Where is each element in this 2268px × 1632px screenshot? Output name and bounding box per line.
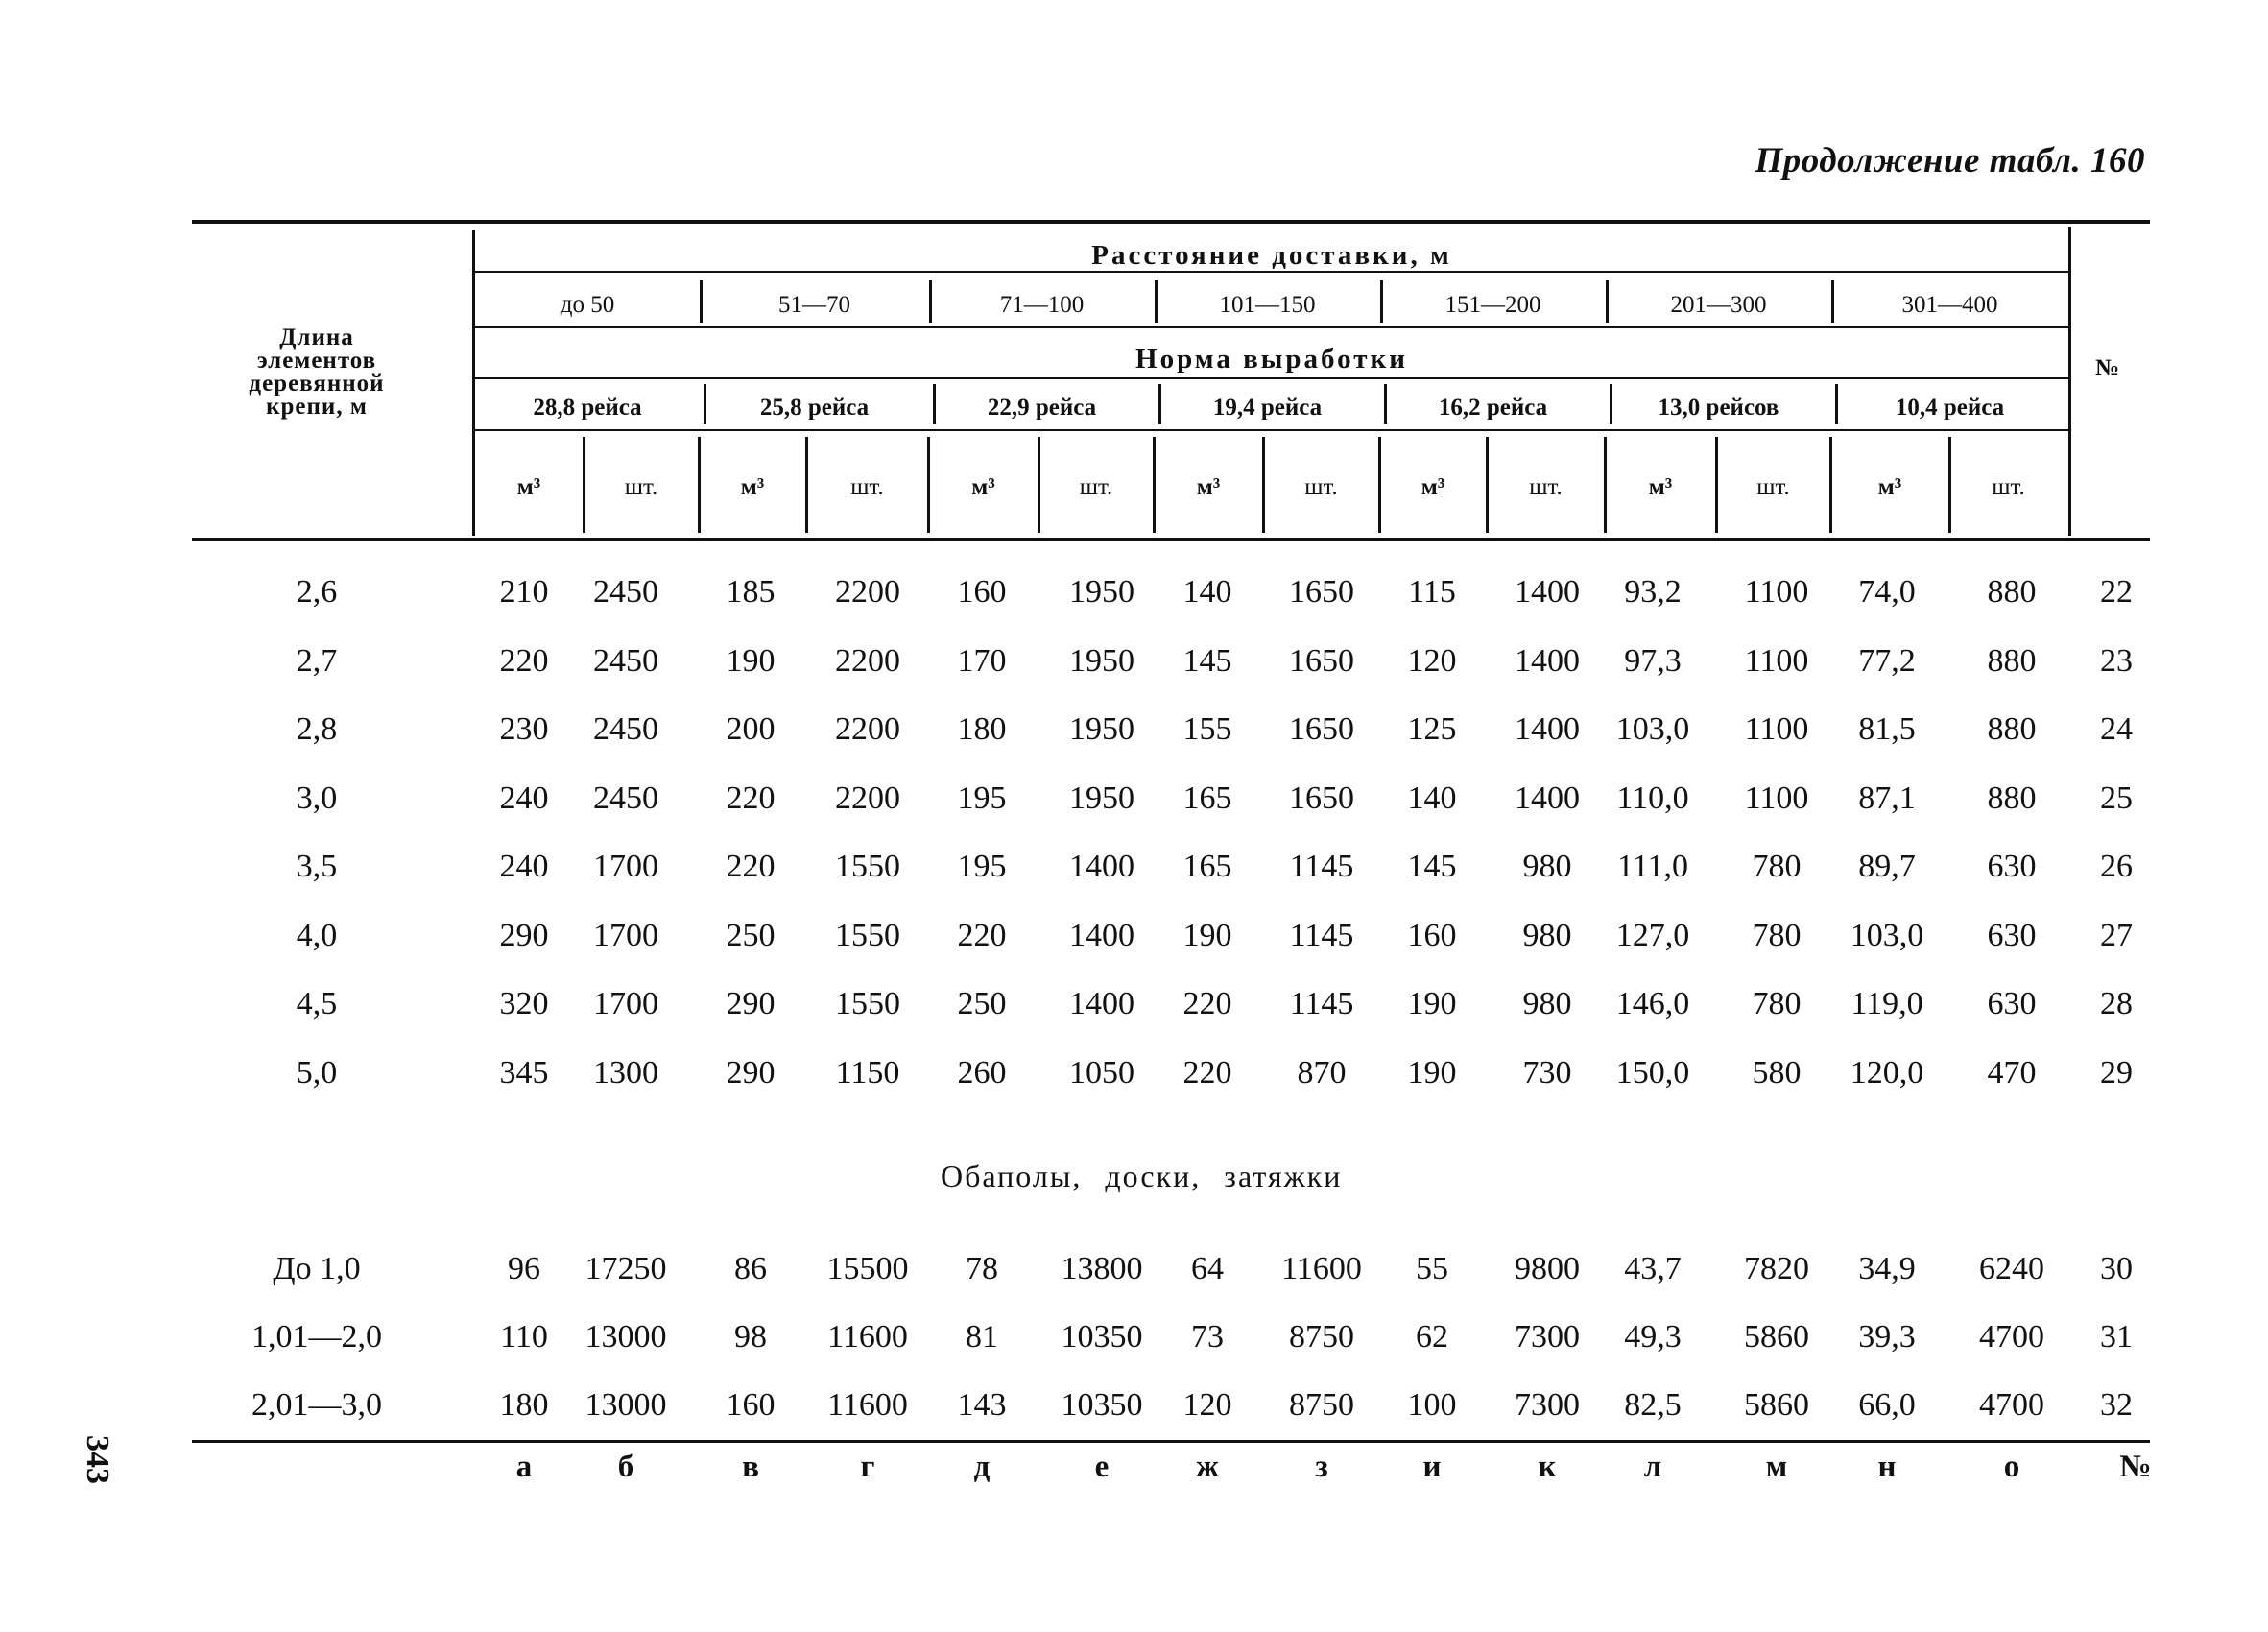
planks-value-cell: 7820 (1744, 1251, 1809, 1286)
main-value-cell: 2450 (593, 711, 658, 747)
main-value-cell: 1950 (1069, 780, 1134, 816)
distance-range: 101—150 (1219, 292, 1316, 318)
main-value-cell: 1400 (1515, 711, 1580, 747)
main-value-cell: 1150 (835, 1054, 900, 1091)
column-letter: л (1643, 1450, 1662, 1484)
main-value-cell: 240 (499, 849, 549, 884)
main-value-cell: 580 (1752, 1054, 1802, 1091)
main-value-cell: 230 (499, 711, 549, 747)
main-value-cell: 290 (499, 917, 549, 953)
planks-value-cell: 180 (499, 1387, 549, 1423)
trips-divider (704, 384, 706, 424)
main-value-cell: 195 (957, 849, 1007, 884)
top-rule (192, 220, 2150, 224)
main-row-label: 2,6 (296, 574, 338, 610)
main-row-label: 5,0 (296, 1054, 338, 1091)
main-value-cell: 780 (1752, 986, 1802, 1021)
main-row-number: 23 (2100, 642, 2133, 679)
planks-value-cell: 34,9 (1858, 1251, 1916, 1286)
planks-value-cell: 11600 (1281, 1251, 1362, 1286)
planks-value-cell: 86 (734, 1251, 767, 1286)
main-value-cell: 250 (957, 986, 1007, 1021)
main-row-number: 27 (2100, 917, 2133, 953)
group-divider (1604, 437, 1607, 533)
main-value-cell: 160 (1407, 917, 1457, 953)
main-value-cell: 870 (1297, 1054, 1347, 1091)
trips-bottom-rule (475, 429, 2068, 431)
main-value-cell: 630 (1987, 849, 2037, 884)
main-value-cell: 146,0 (1615, 986, 1690, 1021)
main-value-cell: 97,3 (1624, 642, 1682, 679)
unit-m3: м³ (516, 474, 541, 500)
column-letter: н (1877, 1450, 1897, 1484)
page-number: 343 (80, 1435, 115, 1484)
planks-value-cell: 13000 (585, 1387, 667, 1423)
distance-range: 51—70 (778, 292, 850, 318)
main-value-cell: 290 (726, 1054, 776, 1091)
unit-divider (1948, 437, 1951, 533)
main-value-cell: 220 (726, 849, 776, 884)
main-value-cell: 190 (1182, 917, 1232, 953)
main-value-cell: 200 (726, 711, 776, 747)
distance-title: Расстояние доставки, м (1091, 240, 1452, 271)
unit-m3: м³ (740, 474, 765, 500)
trips-label: 25,8 рейса (759, 395, 870, 420)
planks-value-cell: 4700 (1979, 1319, 2044, 1355)
planks-value-cell: 55 (1416, 1251, 1448, 1286)
main-value-cell: 1400 (1069, 986, 1134, 1021)
main-value-cell: 127,0 (1615, 917, 1690, 953)
main-value-cell: 780 (1752, 849, 1802, 884)
main-value-cell: 980 (1522, 849, 1572, 884)
planks-value-cell: 39,3 (1858, 1319, 1916, 1355)
planks-value-cell: 96 (508, 1251, 540, 1286)
distance-divider (700, 280, 703, 323)
planks-value-cell: 15500 (826, 1251, 909, 1286)
main-value-cell: 1100 (1744, 780, 1809, 816)
main-value-cell: 2450 (593, 642, 658, 679)
unit-m3: м³ (1877, 474, 1902, 500)
distance-divider (929, 280, 932, 323)
main-row-number: 26 (2100, 849, 2133, 884)
main-value-cell: 2450 (593, 574, 658, 610)
planks-value-cell: 49,3 (1624, 1319, 1682, 1355)
main-value-cell: 2200 (835, 574, 900, 610)
main-value-cell: 290 (726, 986, 776, 1021)
planks-row-number: 32 (2100, 1387, 2133, 1423)
column-letter: м (1765, 1450, 1788, 1484)
group-divider (927, 437, 930, 533)
main-value-cell: 220 (726, 780, 776, 816)
trips-label: 13,0 рейсов (1658, 395, 1779, 420)
main-value-cell: 240 (499, 780, 549, 816)
norm-bottom-rule (475, 377, 2068, 379)
main-value-cell: 1650 (1289, 642, 1354, 679)
planks-row-label: До 1,0 (273, 1251, 361, 1286)
main-value-cell: 1400 (1515, 642, 1580, 679)
main-value-cell: 1145 (1289, 917, 1354, 953)
main-value-cell: 1700 (593, 917, 658, 953)
unit-pcs: шт. (1304, 474, 1338, 500)
unit-pcs: шт. (1529, 474, 1563, 500)
planks-value-cell: 10350 (1061, 1387, 1143, 1423)
main-row-label: 2,7 (296, 642, 338, 679)
main-value-cell: 260 (957, 1054, 1007, 1091)
main-value-cell: 320 (499, 986, 549, 1021)
main-value-cell: 165 (1182, 780, 1232, 816)
main-value-cell: 125 (1407, 711, 1457, 747)
trips-divider (1610, 384, 1612, 424)
main-value-cell: 1700 (593, 986, 658, 1021)
planks-value-cell: 110 (500, 1319, 548, 1355)
unit-m3: м³ (1196, 474, 1221, 500)
main-value-cell: 1145 (1289, 849, 1354, 884)
unit-divider (1038, 437, 1040, 533)
main-value-cell: 220 (1182, 1054, 1232, 1091)
distance-range: 71—100 (999, 292, 1085, 318)
unit-pcs: шт. (1756, 474, 1790, 500)
distance-range: до 50 (560, 292, 615, 318)
column-letter: д (973, 1450, 991, 1484)
main-value-cell: 89,7 (1858, 849, 1916, 884)
main-value-cell: 1400 (1515, 780, 1580, 816)
planks-value-cell: 66,0 (1858, 1387, 1916, 1423)
main-value-cell: 1050 (1069, 1054, 1134, 1091)
distance-divider (1155, 280, 1158, 323)
main-value-cell: 880 (1987, 780, 2037, 816)
trips-divider (933, 384, 936, 424)
main-value-cell: 730 (1522, 1054, 1572, 1091)
main-value-cell: 1650 (1289, 780, 1354, 816)
planks-value-cell: 13000 (585, 1319, 667, 1355)
main-value-cell: 120,0 (1850, 1054, 1924, 1091)
planks-value-cell: 10350 (1061, 1319, 1143, 1355)
distance-range: 151—200 (1444, 292, 1541, 318)
main-value-cell: 1145 (1289, 986, 1354, 1021)
main-value-cell: 145 (1182, 642, 1232, 679)
main-value-cell: 170 (957, 642, 1007, 679)
main-value-cell: 1550 (835, 917, 900, 953)
unit-m3: м³ (1420, 474, 1445, 500)
planks-value-cell: 5860 (1744, 1387, 1809, 1423)
main-value-cell: 1700 (593, 849, 658, 884)
header-bottom-rule (192, 538, 2150, 541)
column-label-length (221, 326, 413, 419)
trips-label: 28,8 рейса (533, 395, 642, 420)
main-value-cell: 1950 (1069, 574, 1134, 610)
main-value-cell: 1400 (1069, 849, 1134, 884)
planks-value-cell: 64 (1191, 1251, 1224, 1286)
main-value-cell: 980 (1522, 917, 1572, 953)
main-value-cell: 87,1 (1858, 780, 1916, 816)
main-value-cell: 115 (1408, 574, 1456, 610)
main-value-cell: 880 (1987, 574, 2037, 610)
main-value-cell: 880 (1987, 711, 2037, 747)
planks-value-cell: 100 (1407, 1387, 1457, 1423)
main-value-cell: 250 (726, 917, 776, 953)
table-bottom-rule (192, 1440, 2150, 1443)
column-letter: а (515, 1450, 533, 1484)
planks-value-cell: 143 (957, 1387, 1007, 1423)
planks-value-cell: 5860 (1744, 1319, 1809, 1355)
main-value-cell: 160 (957, 574, 1007, 610)
planks-value-cell: 11600 (827, 1319, 908, 1355)
main-value-cell: 120 (1407, 642, 1457, 679)
main-value-cell: 2200 (835, 642, 900, 679)
main-value-cell: 2450 (593, 780, 658, 816)
main-row-label: 2,8 (296, 711, 338, 747)
col0-line-4: крепи, м (266, 394, 368, 420)
main-row-label: 3,0 (296, 780, 338, 816)
main-value-cell: 74,0 (1858, 574, 1916, 610)
unit-divider (1262, 437, 1265, 533)
planks-value-cell: 81 (966, 1319, 998, 1355)
table-caption: Продолжение табл. 160 (1755, 141, 2145, 180)
distance-divider (1380, 280, 1383, 323)
main-value-cell: 77,2 (1858, 642, 1916, 679)
main-value-cell: 345 (499, 1054, 549, 1091)
main-value-cell: 2200 (835, 780, 900, 816)
main-value-cell: 880 (1987, 642, 2037, 679)
planks-value-cell: 7300 (1515, 1387, 1580, 1423)
trips-label: 22,9 рейса (987, 395, 1097, 420)
main-value-cell: 1100 (1744, 642, 1809, 679)
main-value-cell: 140 (1182, 574, 1232, 610)
planks-value-cell: 6240 (1979, 1251, 2044, 1286)
col0-line-2: элементов (256, 348, 377, 373)
column-letter: б (617, 1450, 634, 1484)
main-value-cell: 1100 (1744, 574, 1809, 610)
planks-row-number: 30 (2100, 1251, 2133, 1286)
planks-value-cell: 9800 (1515, 1251, 1580, 1286)
main-value-cell: 190 (726, 642, 776, 679)
unit-m3: м³ (1648, 474, 1673, 500)
planks-value-cell: 160 (726, 1387, 776, 1423)
main-value-cell: 119,0 (1850, 986, 1923, 1021)
planks-value-cell: 98 (734, 1319, 767, 1355)
main-value-cell: 1950 (1069, 642, 1134, 679)
planks-row-label: 2,01—3,0 (251, 1387, 382, 1423)
trips-label: 10,4 рейса (1895, 395, 2005, 420)
unit-divider (805, 437, 808, 533)
main-value-cell: 93,2 (1624, 574, 1682, 610)
main-value-cell: 195 (957, 780, 1007, 816)
unit-pcs: шт. (1992, 474, 2025, 500)
main-value-cell: 155 (1182, 711, 1232, 747)
group-divider (1153, 437, 1156, 533)
unit-pcs: шт. (850, 474, 884, 500)
column-letter-num: № (2119, 1450, 2152, 1484)
planks-value-cell: 78 (966, 1251, 998, 1286)
main-value-cell: 1550 (835, 986, 900, 1021)
main-row-number: 28 (2100, 986, 2133, 1021)
main-value-cell: 470 (1987, 1054, 2037, 1091)
main-value-cell: 1300 (593, 1054, 658, 1091)
main-value-cell: 165 (1182, 849, 1232, 884)
main-value-cell: 1650 (1289, 574, 1354, 610)
main-value-cell: 145 (1407, 849, 1457, 884)
planks-value-cell: 8750 (1289, 1319, 1354, 1355)
planks-value-cell: 8750 (1289, 1387, 1354, 1423)
planks-value-cell: 62 (1416, 1319, 1448, 1355)
main-row-number: 24 (2100, 711, 2133, 747)
main-row-label: 4,0 (296, 917, 338, 953)
main-value-cell: 1550 (835, 849, 900, 884)
num-column-header: № (2095, 355, 2120, 381)
main-value-cell: 220 (1182, 986, 1232, 1021)
planks-value-cell: 82,5 (1624, 1387, 1682, 1423)
trips-divider (1158, 384, 1161, 424)
group-divider (1378, 437, 1381, 533)
main-row-label: 3,5 (296, 849, 338, 884)
column-letter: в (742, 1450, 759, 1484)
main-value-cell: 1950 (1069, 711, 1134, 747)
group-divider (1829, 437, 1832, 533)
main-value-cell: 220 (499, 642, 549, 679)
main-value-cell: 1100 (1744, 711, 1809, 747)
main-value-cell: 630 (1987, 986, 2037, 1021)
main-value-cell: 220 (957, 917, 1007, 953)
main-value-cell: 103,0 (1850, 917, 1924, 953)
main-value-cell: 190 (1407, 1054, 1457, 1091)
planks-value-cell: 120 (1182, 1387, 1232, 1423)
main-value-cell: 210 (499, 574, 549, 610)
section-title: Обаполы, доски, затяжки (941, 1159, 1343, 1193)
unit-divider (583, 437, 585, 533)
distance-range: 201—300 (1670, 292, 1767, 318)
planks-value-cell: 17250 (585, 1251, 667, 1286)
main-value-cell: 980 (1522, 986, 1572, 1021)
main-row-number: 22 (2100, 574, 2133, 610)
unit-divider (1715, 437, 1718, 533)
distance-bottom-rule (475, 326, 2068, 328)
main-value-cell: 111,0 (1617, 849, 1688, 884)
main-value-cell: 1400 (1069, 917, 1134, 953)
group-divider (698, 437, 701, 533)
planks-row-label: 1,01—2,0 (251, 1319, 382, 1355)
main-value-cell: 110,0 (1616, 780, 1689, 816)
planks-value-cell: 11600 (827, 1387, 908, 1423)
norm-title: Норма выработки (1135, 344, 1408, 374)
main-row-number: 25 (2100, 780, 2133, 816)
planks-value-cell: 73 (1191, 1319, 1224, 1355)
distance-divider (1831, 280, 1834, 323)
column-letter: к (1538, 1450, 1557, 1484)
planks-value-cell: 4700 (1979, 1387, 2044, 1423)
trips-label: 16,2 рейса (1438, 395, 1548, 420)
planks-row-number: 31 (2100, 1319, 2133, 1355)
planks-value-cell: 43,7 (1624, 1251, 1682, 1286)
distance-divider (1606, 280, 1609, 323)
main-row-label: 4,5 (296, 986, 338, 1021)
main-value-cell: 1400 (1515, 574, 1580, 610)
distance-range: 301—400 (1901, 292, 1998, 318)
planks-value-cell: 13800 (1061, 1251, 1143, 1286)
trips-label: 19,4 рейса (1212, 395, 1323, 420)
column-letter: и (1422, 1450, 1442, 1484)
column-letter: г (860, 1450, 875, 1484)
main-value-cell: 150,0 (1615, 1054, 1690, 1091)
trips-divider (1384, 384, 1387, 424)
unit-divider (1486, 437, 1489, 533)
column-letter: з (1315, 1450, 1328, 1484)
unit-m3: м³ (971, 474, 995, 500)
col0-line-1: Длина (279, 324, 354, 350)
unit-pcs: шт. (624, 474, 658, 500)
col0-line-3: деревянной (249, 371, 385, 396)
planks-value-cell: 7300 (1515, 1319, 1580, 1355)
column-letter: ж (1196, 1450, 1219, 1484)
main-value-cell: 190 (1407, 986, 1457, 1021)
trips-divider (1835, 384, 1838, 424)
main-value-cell: 81,5 (1858, 711, 1916, 747)
main-value-cell: 180 (957, 711, 1007, 747)
right-frame-line (2068, 227, 2071, 536)
main-value-cell: 185 (726, 574, 776, 610)
unit-pcs: шт. (1079, 474, 1113, 500)
main-value-cell: 630 (1987, 917, 2037, 953)
main-row-number: 29 (2100, 1054, 2133, 1091)
main-value-cell: 780 (1752, 917, 1802, 953)
main-value-cell: 140 (1407, 780, 1457, 816)
main-value-cell: 103,0 (1615, 711, 1690, 747)
column-letter: е (1094, 1450, 1110, 1484)
column-letter: о (2003, 1450, 2020, 1484)
main-value-cell: 1650 (1289, 711, 1354, 747)
main-value-cell: 2200 (835, 711, 900, 747)
